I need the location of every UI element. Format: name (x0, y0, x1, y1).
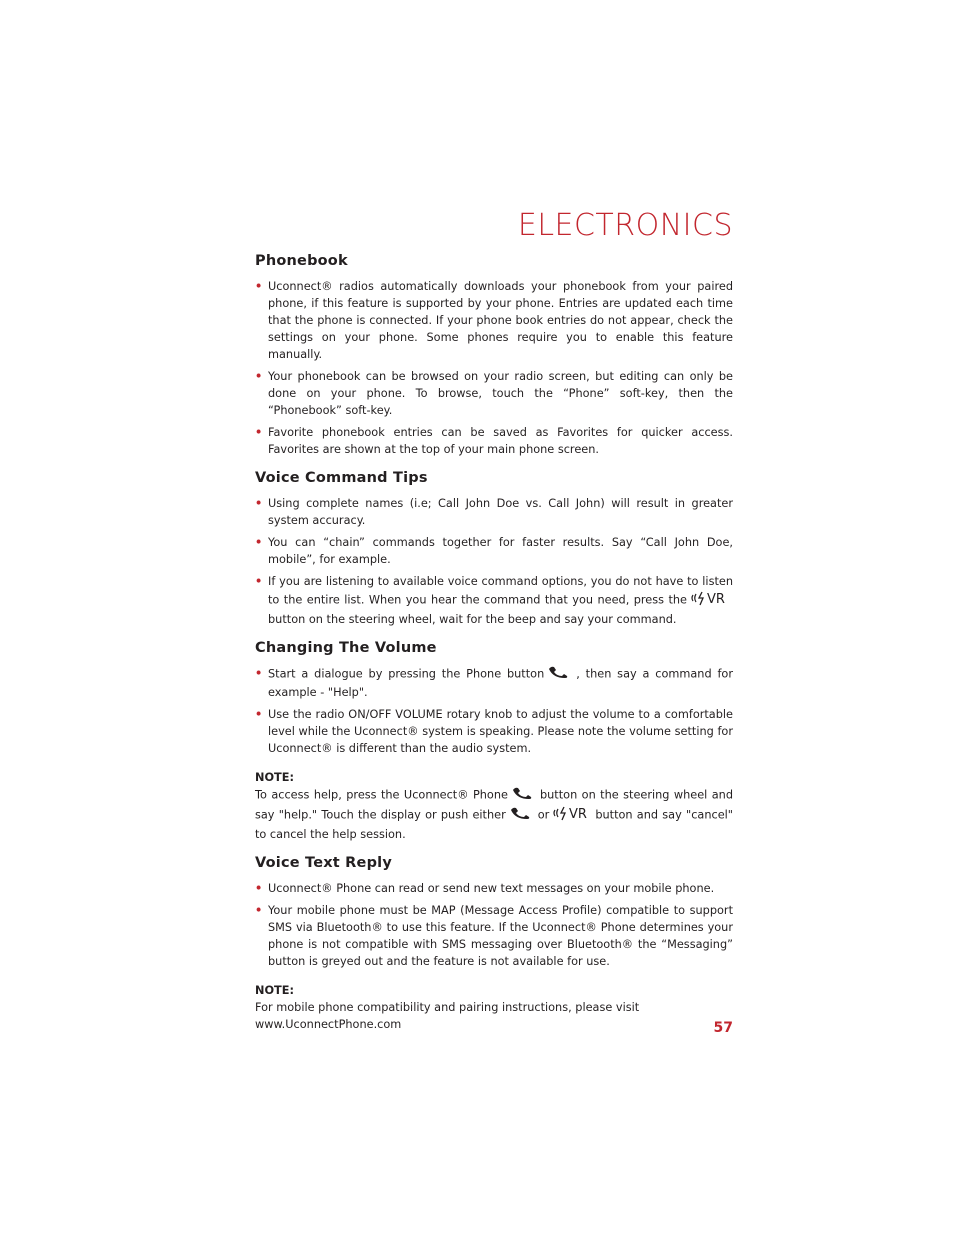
list-item: • You can “chain” commands together for faster results. Say “Call John Doe, mobile”, for example. (255, 536, 733, 566)
voice-recognition-icon (690, 590, 730, 611)
phonebook-list (255, 278, 733, 458)
voice-text-reply-heading: Voice Text Reply (255, 855, 392, 871)
note-body: For mobile phone compatibility and pairing instructions, please visit www.UconnectPhone.com (255, 1001, 640, 1031)
changing-volume-heading: Changing The Volume (255, 640, 437, 656)
section-header: ELECTRONICS (517, 208, 733, 243)
list-item: • Uconnect® Phone can read or send new text messages on your mobile phone. (255, 882, 715, 895)
list-item: • Your phonebook can be browsed on your radio screen, but editing can only be done on your phone. To browse, touch the “Phone” soft-key, then the “Phonebook” soft-key. (255, 370, 733, 417)
voice-text-reply-section (255, 855, 733, 970)
phonebook-heading: Phonebook (255, 253, 348, 269)
website-link[interactable]: www.UconnectPhone.com (255, 1018, 402, 1031)
phone-icon (547, 665, 573, 684)
bullet-icon: • (255, 708, 263, 721)
voice-command-tips-list (255, 495, 733, 628)
bullet-icon: • (255, 904, 263, 917)
note-body: To access help, press the Uconnect® Phone button on the steering wheel and say "help." Touch the display or push either or VR button and say "cancel" to cancel the help session. (255, 786, 733, 843)
bullet-icon: • (255, 667, 263, 680)
phonebook-section (255, 253, 733, 458)
bullet-icon: • (255, 370, 263, 383)
svg-text:VR: VR (569, 807, 588, 821)
voice-command-tips-heading: Voice Command Tips (255, 470, 428, 486)
bullet-icon: • (255, 280, 263, 293)
changing-volume-section (255, 640, 733, 757)
page-content (255, 253, 733, 1033)
voice-command-tips-section (255, 470, 733, 628)
list-item: • Favorite phonebook entries can be saved as Favorites for quicker access. Favorites are shown at the top of your main phone screen. (255, 426, 733, 456)
phone-icon (509, 806, 535, 825)
list-item: • Use the radio ON/OFF VOLUME rotary knob to adjust the volume to a comfortable level while the Uconnect® system is speaking. Please note the volume setting for Uconnect® is different than the audio system. (255, 708, 733, 755)
bullet-icon: • (255, 426, 263, 439)
page-number: 57 (713, 1020, 733, 1036)
bullet-icon: • (255, 497, 263, 510)
bullet-icon: • (255, 882, 263, 895)
bullet-icon: • (255, 575, 263, 588)
list-item: • Start a dialogue by pressing the Phone button , then say a command for example - "Help". (255, 667, 733, 699)
voice-recognition-icon (552, 805, 592, 826)
changing-volume-list (255, 665, 733, 757)
voice-text-reply-list (255, 880, 733, 970)
svg-text:VR: VR (707, 592, 725, 606)
note-label: NOTE: (255, 984, 294, 997)
phone-icon (511, 786, 537, 805)
list-item: • Using complete names (i.e; Call John Doe vs. Call John) will result in greater system accuracy. (255, 497, 733, 527)
note-label: NOTE: (255, 771, 294, 784)
list-item: • If you are listening to available voice command options, you do not have to listen to the entire list. When you hear the command that you need, press the VR button on the steering wheel, wait for the beep and say your command. (255, 575, 733, 626)
bullet-icon: • (255, 536, 263, 549)
list-item: • Your mobile phone must be MAP (Message Access Profile) compatible to support SMS via Bluetooth® to use this feature. If the Uconnect® Phone determines your phone is not compatible with SMS messaging over Bluetooth® the “Messaging” button is greyed out and the feature is not available for use. (255, 904, 733, 968)
list-item: • Uconnect® radios automatically downloads your phonebook from your paired phone, if this feature is supported by your phone. Entries are updated each time that the phone is connected. If your phone book entries do not appear, check the settings on your phone. Some phones require you to enable this feature manually. (255, 280, 733, 361)
